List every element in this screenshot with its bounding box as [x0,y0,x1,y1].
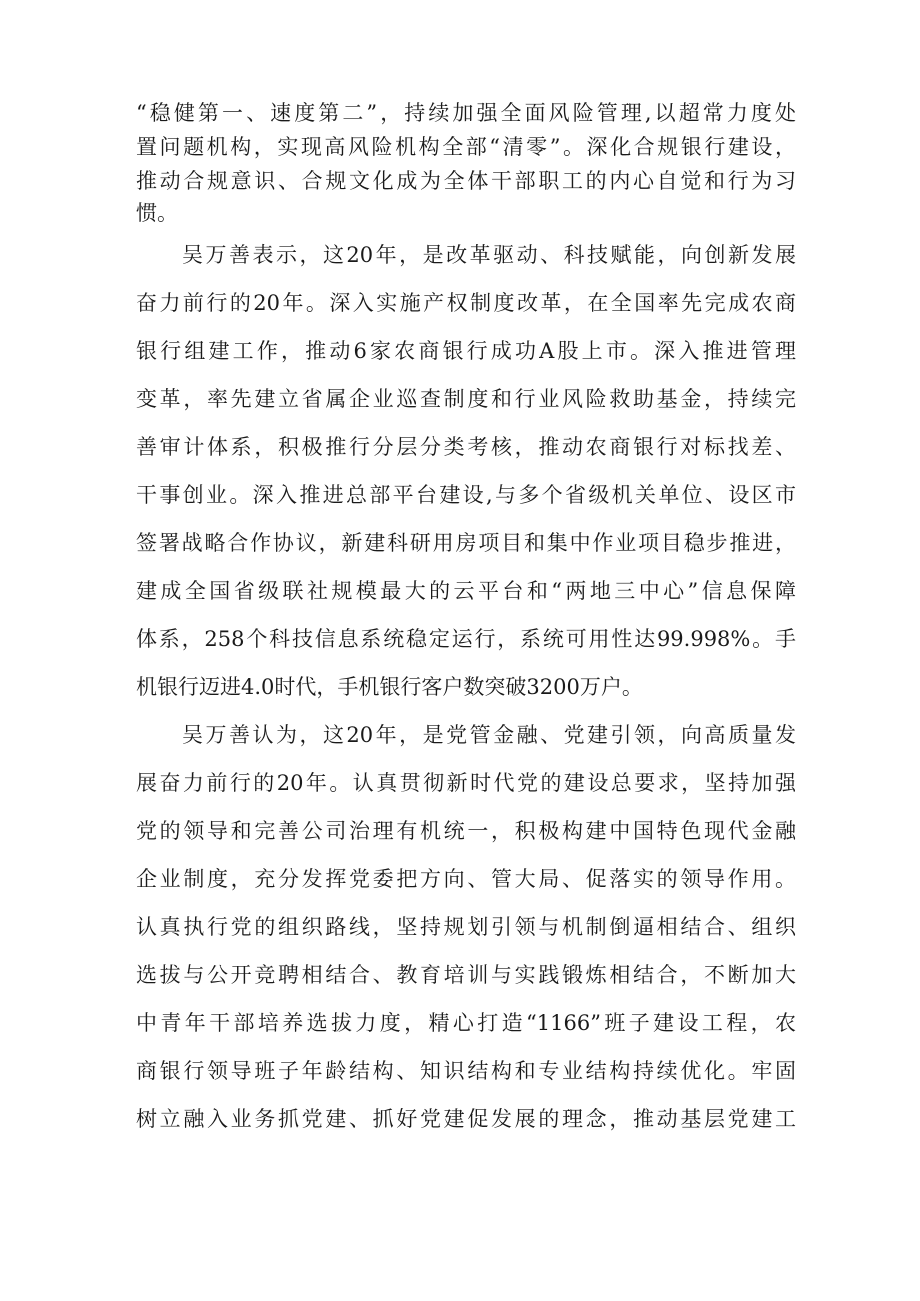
paragraph-3-line-6: 选拔与公开竞聘相结合、教育培训与实践锻炼相结合，不断加大 [136,963,796,987]
paragraph-3-line-2: 展奋力前行的20年。认真贯彻新时代党的建设总要求，坚持加强 [136,771,796,795]
paragraph-2-line-4: 变革，率先建立省属企业巡查制度和行业风险救助基金，持续完 [136,387,796,411]
paragraph-3-line-7: 中青年干部培养选拔力度，精心打造“1166”班子建设工程，农 [136,1011,796,1035]
paragraph-2-line-10: 机银行迈进4.0时代，手机银行客户数突破3200万户。 [136,675,643,699]
paragraph-3-line-8: 商银行领导班子年龄结构、知识结构和专业结构持续优化。牢固 [136,1059,796,1083]
paragraph-2-line-8: 建成全国省级联社规模最大的云平台和“两地三中心”信息保障 [136,579,796,603]
paragraph-3-line-4: 企业制度，充分发挥党委把方向、管大局、促落实的领导作用。 [136,867,796,891]
paragraph-2-line-3: 银行组建工作，推动6家农商银行成功A股上市。深入推进管理 [136,339,796,363]
paragraph-3-line-1: 吴万善认为，这20年，是党管金融、党建引领，向高质量发 [182,723,796,747]
paragraph-2-line-9: 体系，258个科技信息系统稳定运行，系统可用性达99.998%。手 [136,627,796,651]
paragraph-2-line-1: 吴万善表示，这20年，是改革驱动、科技赋能，向创新发展 [182,243,796,267]
paragraph-2-line-5: 善审计体系，积极推行分层分类考核，推动农商银行对标找差、 [136,435,796,459]
paragraph-2-line-6: 干事创业。深入推进总部平台建设,与多个省级机关单位、设区市 [136,483,796,507]
paragraph-1-line-3: 推动合规意识、合规文化成为全体干部职工的内心自觉和行为习 [136,169,796,193]
paragraph-2-line-7: 签署战略合作协议，新建科研用房项目和集中作业项目稳步推进， [136,531,796,555]
paragraph-3-line-9: 树立融入业务抓党建、抓好党建促发展的理念，推动基层党建工 [136,1107,796,1131]
paragraph-3-line-5: 认真执行党的组织路线，坚持规划引领与机制倒逼相结合、组织 [136,915,796,939]
paragraph-1-line-2: 置问题机构，实现高风险机构全部“清零”。深化合规银行建设， [136,135,796,159]
paragraph-2-line-2: 奋力前行的20年。深入实施产权制度改革，在全国率先完成农商 [136,291,796,315]
paragraph-1-line-1: “稳健第一、速度第二”，持续加强全面风险管理,以超常力度处 [136,101,796,125]
paragraph-1-line-4: 惯。 [136,201,178,225]
paragraph-3-line-3: 党的领导和完善公司治理有机统一，积极构建中国特色现代金融 [136,819,796,843]
